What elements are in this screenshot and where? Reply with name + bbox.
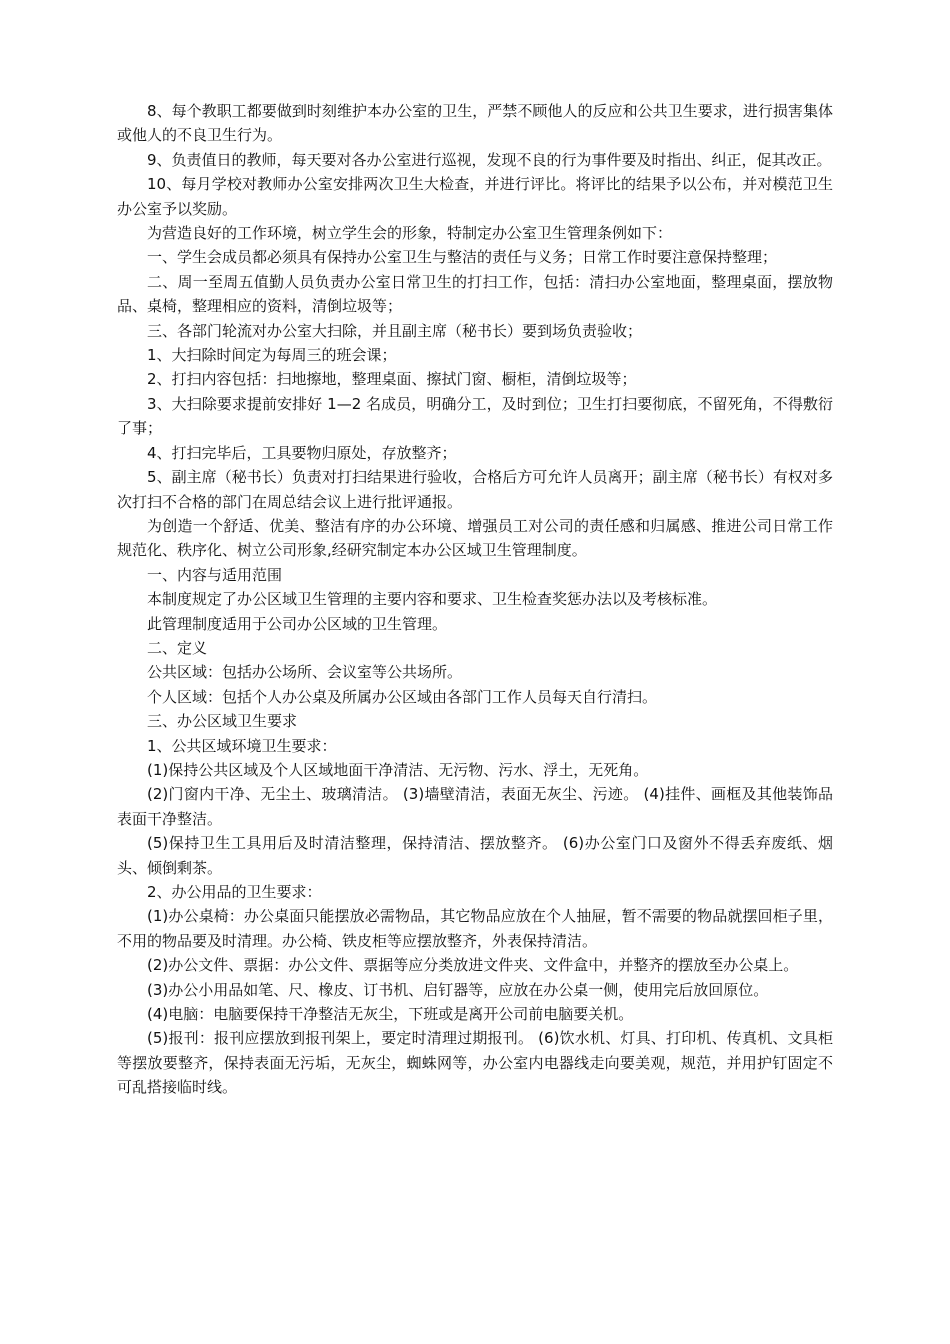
paragraph-cleaning-content: 2、打扫内容包括：扫地擦地，整理桌面、擦拭门窗、橱柜，清倒垃圾等； (147, 370, 637, 389)
paragraph-scope-content: 本制度规定了办公区域卫生管理的主要内容和要求、卫生检查奖惩办法以及考核标准。 (147, 590, 718, 609)
paragraph-floor-clean: (1)保持公共区域及个人区域地面干净清洁、无污物、污水、浮土，无死角。 (147, 760, 649, 779)
paragraph-item-8: 8、每个教职工都要做到时刻维护本办公室的卫生，严禁不顾他人的反应和公共卫生要求，进行损害集体或他人的不良卫生行为。 (117, 102, 833, 145)
paragraph-scope-applicability: 此管理制度适用于公司办公区域的卫生管理。 (147, 614, 448, 633)
paragraph-cleaning-time: 1、大扫除时间定为每周三的班会课； (147, 346, 397, 365)
paragraph-public-area: 公共区域：包括办公场所、会议室等公共场所。 (147, 663, 463, 682)
paragraph-company-intro: 为创造一个舒适、优美、整洁有序的办公环境、增强员工对公司的责任感和归属感、推进公司日常工作规范化、秩序化、树立公司形象,经研究制定本办公区域卫生管理制度。 (117, 516, 833, 560)
paragraph-rule-3: 三、各部门轮流对办公室大扫除，并且副主席（秘书长）要到场负责验收； (147, 321, 643, 340)
paragraph-cleaning-requirement: 3、大扫除要求提前安排好 1—2 名成员，明确分工，及时到位；卫生打扫要彻底，不留死角，不得敷衍了事； (117, 394, 833, 438)
subsection-heading-public-area: 1、公共区域环境卫生要求： (147, 736, 337, 755)
paragraph-item-9: 9、负责值日的教师，每天要对各办公室进行巡视，发现不良的行为事件要及时指出、纠正，促其改正。 (147, 150, 832, 169)
paragraph-windows-walls: (2)门窗内干净、无尘土、玻璃清洁。 (3)墙壁清洁，表面无灰尘、污迹。 (4)挂件、画框及其他装饰品表面干净整洁。 (117, 785, 833, 828)
paragraph-rule-1: 一、学生会成员都必须具有保持办公室卫生与整洁的责任与义务；日常工作时要注意保持整理； (147, 248, 778, 267)
subsection-heading-office-supplies: 2、办公用品的卫生要求： (147, 883, 322, 901)
paragraph-newspapers-appliances: (5)报刊：报刊应摆放到报刊架上，要定时清理过期报刊。 (6)饮水机、灯具、打印机、传真机、文具柜等摆放要整齐，保持表面无污垢，无灰尘，蜘蛛网等，办公室内电器线走向要美观，规范，并用护钉固定不可乱搭接临时线。 (117, 1029, 833, 1097)
paragraph-inspection: 5、副主席（秘书长）负责对打扫结果进行验收，合格后方可允许人员离开；副主席（秘书长）有权对多次打扫不合格的部门在周总结会议上进行批评通报。 (117, 468, 833, 511)
paragraph-computer: (4)电脑：电脑要保持干净整洁无灰尘，下班或是离开公司前电脑要关机。 (147, 1005, 634, 1024)
paragraph-desk-chair: (1)办公桌椅：办公桌面只能摆放必需物品，其它物品应放在个人抽屉，暂不需要的物品就摆回柜子里，不用的物品要及时清理。办公椅、铁皮柜等应摆放整齐，外表保持清洁。 (117, 907, 833, 950)
paragraph-small-supplies: (3)办公小用品如笔、尺、橡皮、订书机、启钉器等，应放在办公桌一侧，使用完后放回原位。 (147, 980, 769, 999)
paragraph-item-10: 10、每月学校对教师办公室安排两次卫生大检查，并进行评比。将评比的结果予以公布，并对模范卫生办公室予以奖励。 (117, 175, 833, 218)
document-body (117, 99, 833, 1100)
section-heading-requirements: 三、办公区域卫生要求 (147, 712, 298, 731)
paragraph-tools-storage: 4、打扫完毕后，工具要物归原处，存放整齐； (147, 443, 457, 462)
section-heading-scope: 一、内容与适用范围 (147, 565, 283, 584)
paragraph-cleaning-tools: (5)保持卫生工具用后及时清洁整理，保持清洁、摆放整齐。 (6)办公室门口及窗外不得丢弃废纸、烟头、倾倒剩茶。 (117, 834, 833, 877)
paragraph-rule-2: 二、周一至周五值勤人员负责办公室日常卫生的打扫工作，包括：清扫办公室地面，整理桌面，摆放物品、桌椅，整理相应的资料，清倒垃圾等； (117, 272, 833, 316)
paragraph-student-union-intro: 为营造良好的工作环境，树立学生会的形象，特制定办公室卫生管理条例如下： (147, 224, 673, 243)
section-heading-definition: 二、定义 (147, 638, 208, 657)
paragraph-personal-area: 个人区域：包括个人办公桌及所属办公区域由各部门工作人员每天自行清扫。 (147, 687, 658, 706)
paragraph-documents: (2)办公文件、票据：办公文件、票据等应分类放进文件夹、文件盒中，并整齐的摆放至办公桌上。 (147, 956, 799, 975)
